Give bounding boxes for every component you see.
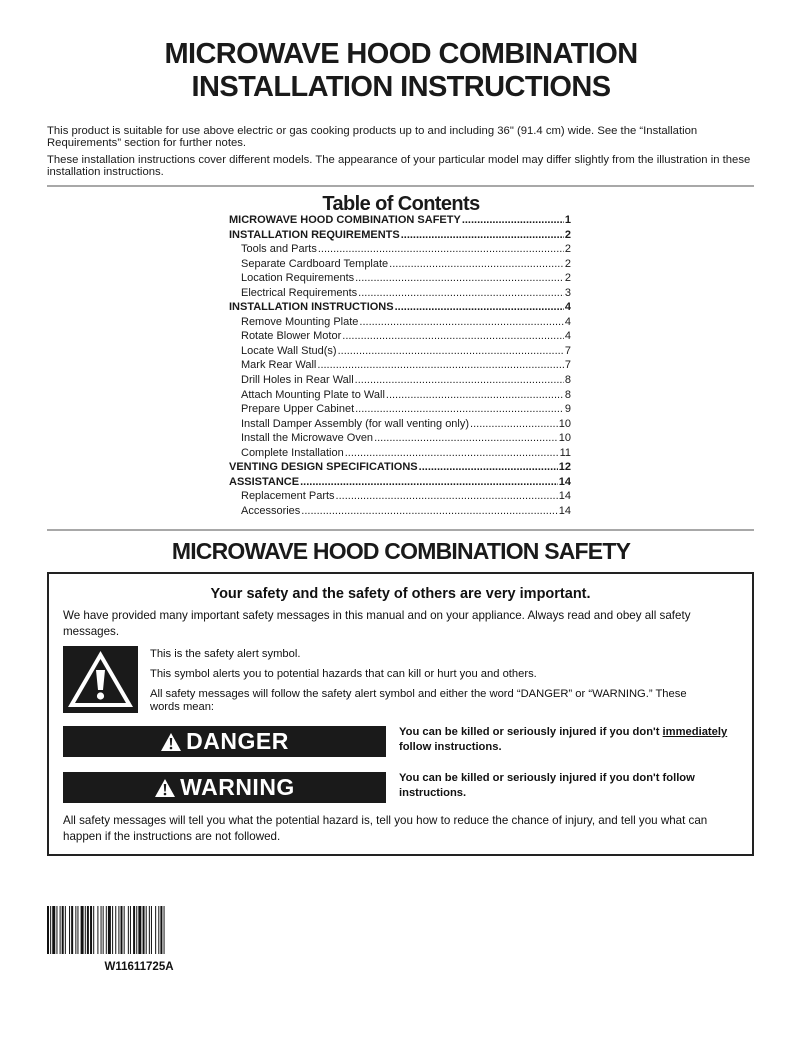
barcode-bar	[160, 906, 162, 954]
toc-entry[interactable]	[229, 504, 571, 519]
barcode-bar	[149, 906, 150, 954]
toc-entry[interactable]	[229, 489, 571, 504]
barcode-bar	[118, 906, 119, 954]
toc-entry[interactable]	[229, 373, 571, 388]
safety-section-title: MICROWAVE HOOD COMBINATION SAFETY	[171, 538, 631, 564]
toc-entry-label: Accessories	[241, 504, 301, 517]
toc-entry-label: Replacement Parts	[241, 490, 335, 503]
toc-entry-label: Electrical Requirements	[241, 286, 358, 299]
barcode-bar	[60, 906, 61, 954]
toc-entry-page: 2	[564, 272, 571, 285]
warning-alert-icon	[154, 778, 176, 798]
barcode-bar	[81, 906, 84, 954]
safety-heading: Your safety and the safety of others are very important.	[210, 586, 591, 602]
toc-entry[interactable]	[229, 286, 571, 301]
toc-leader-dots	[470, 417, 558, 432]
barcode-bar	[56, 906, 57, 954]
danger-desc-pre: You can be killed or seriously injured if you don't	[399, 726, 663, 738]
barcode-bar	[158, 906, 159, 954]
barcode-bar	[106, 906, 107, 954]
barcode-bar	[151, 906, 152, 954]
toc-entry[interactable]	[229, 431, 571, 446]
safety-box	[47, 572, 754, 856]
toc-entry-page: 8	[564, 388, 571, 401]
danger-desc-emphasis: immediately	[662, 726, 728, 738]
alert-line-1: This is the safety alert symbol.	[150, 648, 301, 660]
safety-alert-icon	[63, 646, 138, 713]
toc-leader-dots	[374, 431, 558, 446]
barcode-bar	[136, 906, 137, 954]
barcode-bar	[103, 906, 104, 954]
warning-signal-box	[63, 772, 386, 803]
toc-leader-dots	[359, 315, 563, 330]
toc-entry-page: 14	[558, 475, 571, 488]
toc-leader-dots	[386, 388, 564, 403]
toc-entry-page: 2	[564, 257, 571, 270]
intro-paragraph-2: These installation instructions cover different models. The appearance of your particular model may differ slightly from the illustration in these installation instructions.	[47, 154, 751, 178]
toc-entry[interactable]	[229, 358, 571, 373]
barcode-bar	[93, 906, 94, 954]
toc-entry-page: 1	[564, 214, 571, 226]
barcode-bar	[124, 906, 125, 954]
toc-title: Table of Contents	[322, 193, 480, 215]
warning-description: You can be killed or seriously injured if you don't follow instructions.	[399, 772, 695, 799]
danger-description	[399, 725, 744, 755]
toc-entry-page: 11	[559, 446, 571, 459]
barcode-bar	[97, 906, 98, 954]
barcode-bar	[69, 906, 70, 954]
toc-entry-page: 10	[558, 432, 571, 445]
barcode-number: W11611725A	[104, 961, 174, 973]
toc-entry[interactable]	[229, 344, 571, 359]
barcode-bar	[62, 906, 64, 954]
toc-leader-dots	[401, 228, 564, 243]
document-title	[0, 38, 802, 104]
toc-leader-dots	[355, 402, 564, 417]
toc-entry-page: 2	[564, 228, 571, 241]
toc-entry-label: Location Requirements	[241, 272, 355, 285]
barcode-bar	[121, 906, 123, 954]
toc-entry-page: 4	[564, 315, 571, 328]
toc-entry[interactable]	[229, 271, 571, 286]
barcode-bar	[85, 906, 86, 954]
table-of-contents	[229, 213, 571, 518]
toc-entry-label: Mark Rear Wall	[241, 359, 317, 372]
barcode-bar	[138, 906, 141, 954]
barcode-bar	[112, 906, 113, 954]
barcode-bar	[50, 906, 51, 954]
barcode-bar	[164, 906, 165, 954]
danger-signal-box	[63, 726, 386, 757]
barcode-bar	[130, 906, 131, 954]
divider-middle	[47, 529, 754, 531]
toc-entry-label: Attach Mounting Plate to Wall	[241, 388, 385, 401]
toc-entry-page: 4	[564, 330, 571, 343]
toc-leader-dots	[345, 446, 559, 461]
toc-leader-dots	[342, 329, 564, 344]
toc-entry-page: 10	[558, 417, 571, 430]
toc-entry[interactable]	[229, 329, 571, 344]
toc-leader-dots	[317, 358, 563, 373]
alert-text	[150, 648, 710, 721]
barcode-bar	[52, 906, 55, 954]
toc-entry-label: ASSISTANCE	[229, 475, 300, 488]
toc-entry[interactable]	[229, 388, 571, 403]
toc-entry-label: VENTING DESIGN SPECIFICATIONS	[229, 461, 418, 474]
toc-entry[interactable]	[229, 242, 571, 257]
toc-entry-label: Rotate Blower Motor	[241, 330, 342, 343]
alert-line-2: This symbol alerts you to potential hazards that can kill or hurt you and others.	[150, 668, 537, 680]
barcode-bar	[87, 906, 89, 954]
toc-leader-dots	[419, 460, 558, 475]
toc-entry-page: 14	[558, 504, 571, 517]
danger-label: DANGER	[186, 728, 289, 754]
toc-leader-dots	[355, 271, 564, 286]
toc-entry-label: Prepare Upper Cabinet	[241, 403, 355, 416]
barcode-bar	[155, 906, 156, 954]
barcode-bar	[47, 906, 49, 954]
barcode-bar	[75, 906, 76, 954]
barcode-bar	[108, 906, 111, 954]
warning-label: WARNING	[180, 774, 295, 800]
alert-line-3: All safety messages will follow the safety alert symbol and either the word “DANGER” or “WARNING.” These words mean:	[150, 688, 687, 713]
toc-entry-page: 8	[564, 374, 571, 387]
toc-entry[interactable]	[229, 257, 571, 272]
barcode-bar	[71, 906, 73, 954]
toc-entry[interactable]	[229, 417, 571, 432]
barcode-bar	[146, 906, 147, 954]
barcode-bar	[90, 906, 92, 954]
toc-entry-label: Install the Microwave Oven	[241, 432, 374, 445]
toc-entry-label: Drill Holes in Rear Wall	[241, 374, 354, 387]
title-line-1: MICROWAVE HOOD COMBINATION	[164, 38, 638, 70]
toc-entry[interactable]	[229, 300, 571, 315]
toc-entry-page: 9	[564, 403, 571, 416]
toc-entry-label: INSTALLATION REQUIREMENTS	[229, 228, 400, 241]
barcode-bar	[77, 906, 78, 954]
barcode-bar	[101, 906, 102, 954]
barcode-graphic	[47, 906, 231, 954]
toc-leader-dots	[318, 242, 564, 257]
title-line-2: INSTALLATION INSTRUCTIONS	[191, 71, 611, 103]
toc-entry-label: Remove Mounting Plate	[241, 315, 359, 328]
toc-leader-dots	[336, 489, 558, 504]
toc-entry-label: INSTALLATION INSTRUCTIONS	[229, 301, 394, 314]
toc-entry-label: Tools and Parts	[241, 243, 317, 256]
barcode-bar	[115, 906, 116, 954]
toc-entry[interactable]	[229, 475, 571, 490]
barcode-bar	[65, 906, 66, 954]
toc-entry[interactable]	[229, 315, 571, 330]
barcode-bar	[128, 906, 129, 954]
toc-entry[interactable]	[229, 402, 571, 417]
divider-top	[47, 185, 754, 187]
toc-leader-dots	[389, 257, 564, 272]
toc-leader-dots	[355, 373, 564, 388]
toc-entry[interactable]	[229, 228, 571, 243]
toc-entry[interactable]	[229, 213, 571, 228]
safety-footer: All safety messages will tell you what the potential hazard is, tell you how to reduce the chance of injury, and tell you what can happen if the instructions are not followed.	[63, 814, 708, 843]
toc-leader-dots	[395, 300, 564, 315]
toc-entry-label: MICROWAVE HOOD COMBINATION SAFETY	[229, 214, 461, 226]
barcode-bar	[133, 906, 135, 954]
toc-entry-page: 14	[558, 490, 571, 503]
toc-entry-label: Install Damper Assembly (for wall venting only)	[241, 417, 470, 430]
safety-intro: We have provided many important safety messages in this manual and on your appliance. Always read and obey all safety messages.	[63, 609, 691, 638]
toc-leader-dots	[301, 504, 557, 519]
toc-entry[interactable]	[229, 446, 571, 461]
toc-entry-page: 7	[564, 359, 571, 372]
toc-entry-page: 2	[564, 243, 571, 256]
toc-entry-label: Complete Installation	[241, 446, 344, 459]
intro-paragraph-1: This product is suitable for use above electric or gas cooking products up to and including 36" (91.4 cm) wide. See the “Installation Requirements” section for further notes.	[47, 125, 698, 149]
toc-entry[interactable]	[229, 460, 571, 475]
toc-entry-page: 12	[558, 461, 571, 474]
toc-entry-page: 7	[564, 344, 571, 357]
toc-entry-page: 4	[564, 301, 571, 314]
toc-leader-dots	[338, 344, 564, 359]
danger-alert-icon	[160, 732, 182, 752]
danger-desc-post: follow instructions.	[399, 741, 502, 753]
toc-leader-dots	[358, 286, 564, 301]
toc-leader-dots	[462, 213, 564, 228]
toc-entry-label: Locate Wall Stud(s)	[241, 344, 337, 357]
barcode-bar	[143, 906, 145, 954]
toc-leader-dots	[300, 475, 558, 490]
toc-entry-page: 3	[564, 286, 571, 299]
toc-entry-label: Separate Cardboard Template	[241, 257, 389, 270]
